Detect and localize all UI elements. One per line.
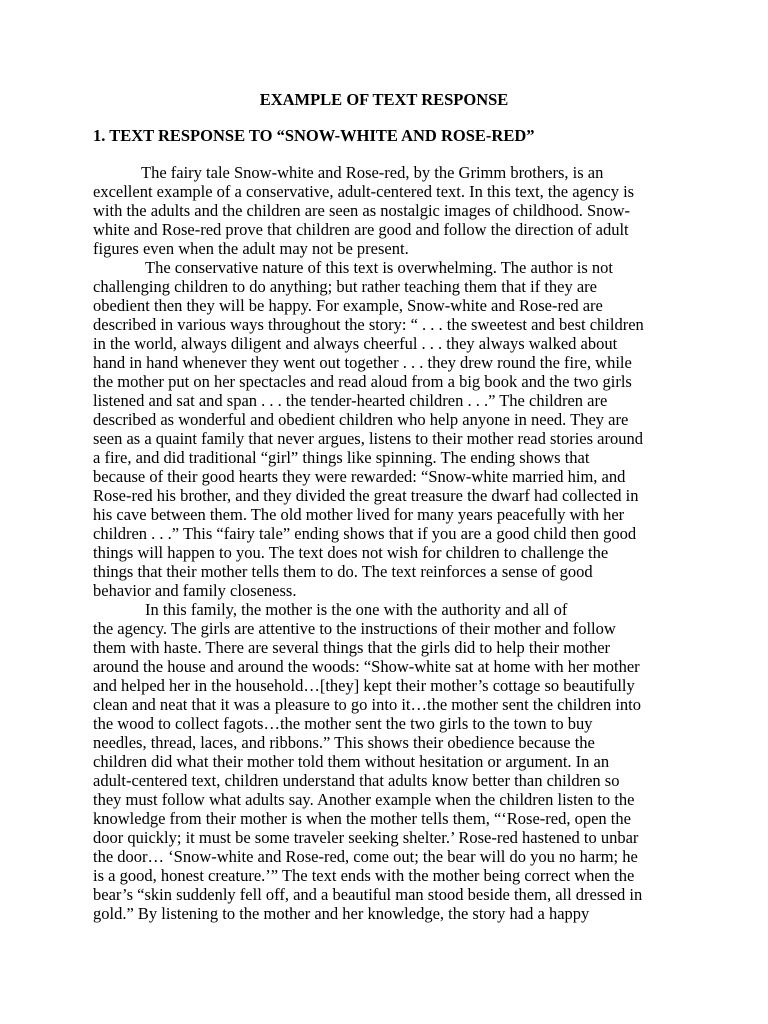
text-line: described as wonderful and obedient children who help anyone in need. They are xyxy=(93,410,629,429)
text-line: challenging children to do anything; but rather teaching them that if they are xyxy=(93,277,597,296)
document-title: EXAMPLE OF TEXT RESPONSE xyxy=(259,90,509,109)
text-line: in the world, always diligent and always cheerful . . . they always walked about xyxy=(93,334,618,353)
text-line: The fairy tale Snow-white and Rose-red, by the Grimm brothers, is an xyxy=(141,163,604,182)
text-line: door quickly; it must be some traveler seeking shelter.’ Rose-red hastened to unbar xyxy=(93,828,639,847)
text-line: obedient then they will be happy. For example, Snow-white and Rose-red are xyxy=(93,296,603,315)
text-line: seen as a quaint family that never argues, listens to their mother read stories around xyxy=(93,429,643,448)
text-line: In this family, the mother is the one with the authority and all of xyxy=(145,600,568,619)
text-line: with the adults and the children are seen as nostalgic images of childhood. Snow- xyxy=(93,201,631,220)
text-line: Rose-red his brother, and they divided the great treasure the dwarf had collected in xyxy=(93,486,639,505)
text-line: gold.” By listening to the mother and her knowledge, the story had a happy xyxy=(93,904,590,923)
text-line: bear’s “skin suddenly fell off, and a beautiful man stood beside them, all dressed in xyxy=(93,885,643,904)
text-line: children . . .” This “fairy tale” ending shows that if you are a good child then good xyxy=(93,524,637,543)
text-line: they must follow what adults say. Another example when the children listen to the xyxy=(93,790,635,809)
text-line: adult-centered text, children understand that adults know better than children so xyxy=(93,771,620,790)
text-line: the wood to collect fagots…the mother sent the two girls to the town to buy xyxy=(93,714,593,733)
text-line: the door… ‘Snow-white and Rose-red, come out; the bear will do you no harm; he xyxy=(93,847,638,866)
text-line: and helped her in the household…[they] kept their mother’s cottage so beautifully xyxy=(93,676,635,695)
text-line: behavior and family closeness. xyxy=(93,581,297,600)
text-line: knowledge from their mother is when the mother tells them, “‘Rose-red, open the xyxy=(93,809,631,828)
section-heading: 1. TEXT RESPONSE TO “SNOW-WHITE AND ROSE-RED” xyxy=(93,126,535,145)
text-line: things that their mother tells them to do. The text reinforces a sense of good xyxy=(93,562,593,581)
text-line: figures even when the adult may not be present. xyxy=(93,239,409,258)
text-line: the mother put on her spectacles and read aloud from a big book and the two girls xyxy=(93,372,632,391)
text-line: things will happen to you. The text does not wish for children to challenge the xyxy=(93,543,609,562)
text-line: the agency. The girls are attentive to the instructions of their mother and follow xyxy=(93,619,616,638)
text-line: is a good, honest creature.’” The text ends with the mother being correct when the xyxy=(93,866,635,885)
text-line: white and Rose-red prove that children are good and follow the direction of adult xyxy=(93,220,629,239)
text-line: children did what their mother told them without hesitation or argument. In an xyxy=(93,752,610,771)
text-line: because of their good hearts they were rewarded: “Snow-white married him, and xyxy=(93,467,626,486)
text-line: them with haste. There are several things that the girls did to help their mother xyxy=(93,638,611,657)
text-line: needles, thread, laces, and ribbons.” This shows their obedience because the xyxy=(93,733,595,752)
text-line: clean and neat that it was a pleasure to go into it…the mother sent the children into xyxy=(93,695,642,714)
text-line: described in various ways throughout the story: “ . . . the sweetest and best children xyxy=(93,315,644,334)
body-text xyxy=(93,163,693,923)
text-line: excellent example of a conservative, adult-centered text. In this text, the agency is xyxy=(93,182,635,201)
text-line: The conservative nature of this text is overwhelming. The author is not xyxy=(145,258,613,277)
text-line: listened and sat and span . . . the tender-hearted children . . .” The children are xyxy=(93,391,608,410)
text-line: his cave between them. The old mother lived for many years peacefully with her xyxy=(93,505,625,524)
text-line: around the house and around the woods: “Show-white sat at home with her mother xyxy=(93,657,640,676)
text-line: a fire, and did traditional “girl” things like spinning. The ending shows that xyxy=(93,448,590,467)
text-line: hand in hand whenever they went out together . . . they drew round the fire, while xyxy=(93,353,632,372)
